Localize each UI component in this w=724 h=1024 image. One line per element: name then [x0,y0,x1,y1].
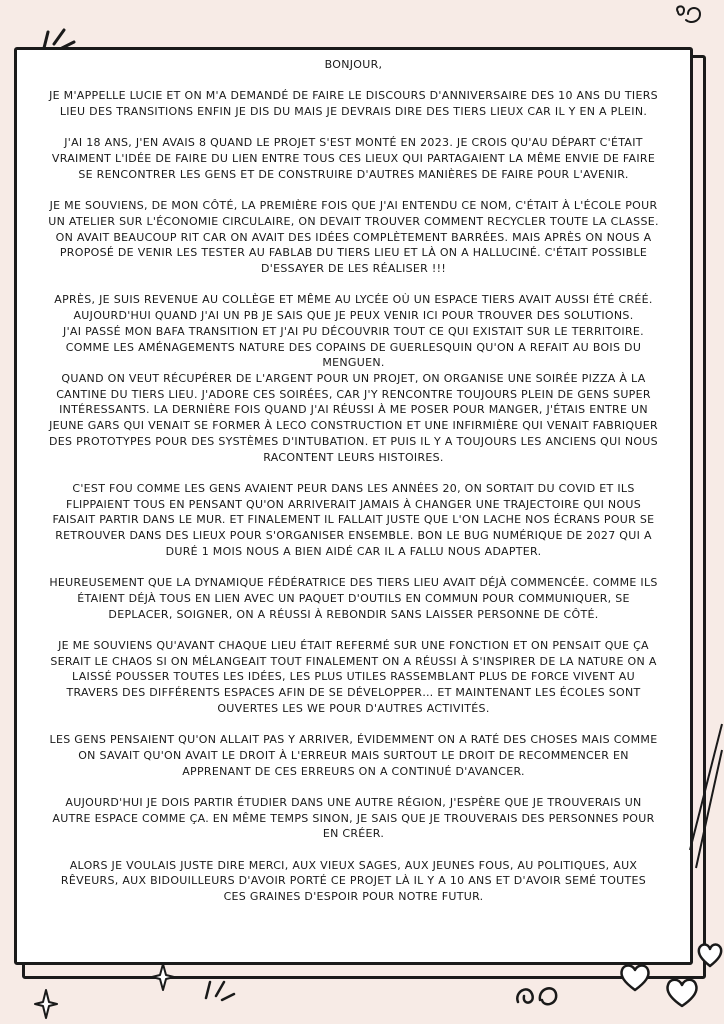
letter-body [14,57,693,921]
letter-paragraph-8: LES GENS PENSAIENT QU'ON ALLAIT PAS Y ARRIVER, ÉVIDEMMENT ON A RATÉ DES CHOSES MAIS COMME ON SAVAIT QU'ON AVAIT LE DROIT À L'ERREUR MAIS SURTOUT LE DROIT DE RECOMMENCER EN APPRENANT DE CES ERREURS ON A CONTINUÉ D'AVANCER. [49,733,658,778]
heart-icon [664,974,700,1010]
letter-paragraph-3: JE ME SOUVIENS, DE MON CÔTÉ, LA PREMIÈRE FOIS QUE J'AI ENTENDU CE NOM, C'ÉTAIT À L'ÉCOLE POUR UN ATELIER SUR L'ÉCONOMIE CIRCULAIRE, ON DEVAIT TROUVER COMMENT RECYCLER TOUTE LA CLASSE. ON AVAIT BEAUCOUP RIT CAR ON AVAIT DES IDÉES COMPLÈTEMENT BARRÉES. MAIS APRÈS ON NOUS A PROPOSÉ DE VENIR LES TESTER AU FABLAB DU TIERS LIEU ET LÀ ON A HALLUCINÉ. C'ÉTAIT POSSIBLE D'ESSAYER DE LES RÉALISER !!! [48,199,659,276]
heart-icon [618,960,652,994]
letter-paragraph-1: JE M'APPELLE LUCIE ET ON M'A DEMANDÉ DE FAIRE LE DISCOURS D'ANNIVERSAIRE DES 10 ANS DU TIERS LIEU DES TRANSITIONS ENFIN JE DIS DU MAIS JE DEVRAIS DIRE DES TIERS LIEUX CAR IL Y EN A PLEIN. [49,89,658,119]
spark-lines-icon [38,18,78,54]
letter-paragraph-6: HEUREUSEMENT QUE LA DYNAMIQUE FÉDÉRATRICE DES TIERS LIEU AVAIT DÉJÀ COMMENCÉE. COMME ILS ÉTAIENT DÉJÀ TOUS EN LIEN AVEC UN PAQUET D'OUTILS EN COMMUN POUR COMMUNIQUER, SE DEPLACER, SOIGNER, ON A RÉUSSI À REBONDIR SANS LAISSER PERSONNE DE CÔTÉ. [49,576,658,621]
letter-paragraph-2: J'AI 18 ANS, J'EN AVAIS 8 QUAND LE PROJET S'EST MONTÉ EN 2023. JE CROIS QU'AU DÉPART C'ÉTAIT VRAIMENT L'IDÉE DE FAIRE DU LIEN ENTRE TOUS CES LIEUX QUI PARTAGAIENT LA MÊME ENVIE DE FAIRE SE RENCONTRER LES GENS ET DE CONSTRUIRE D'AUTRES MANIÈRES DE FAIRE POUR L'AVENIR. [51,136,656,181]
letter-paragraph-10: ALORS JE VOULAIS JUSTE DIRE MERCI, AUX VIEUX SAGES, AUX JEUNES FOUS, AU POLITIQUES, AUX RÊVEURS, AUX BIDOUILLEURS D'AVOIR PORTÉ CE PROJET LÀ IL Y A 10 ANS ET D'AVOIR SEMÉ TOUTES CES GRAINES D'ESPOIR POUR NOTRE FUTUR. [60,858,647,904]
heart-icon [696,940,724,970]
sparkle-icon [150,962,176,992]
letter-paragraph-4: APRÈS, JE SUIS REVENUE AU COLLÈGE ET MÊME AU LYCÉE OÙ UN ESPACE TIERS AVAIT AUSSI ÉTÉ CRÉÉ. AUJOURD'HUI QUAND J'AI UN PB JE SAIS QUE JE PEUX VENIR ICI POUR TROUVER DES SOLUTIONS. J'AI PASSÉ MON BAFA TRANSITION ET J'AI PU DÉCOUVRIR TOUT CE QUI EXISTAIT SUR LE TERRITOIRE. COMME LES AMÉNAGEMENTS NATURE DES COPAINS DE GUERLESQUIN QU'ON A REFAIT AU BOIS DU MENGUEN. QUAND ON VEUT RÉCUPÉRER DE L'ARGENT POUR UN PROJET, ON ORGANISE UNE SOIRÉE PIZZA À LA CANTINE DU TIERS LIEU. J'ADORE CES SOIRÉES, CAR J'Y RENCONTRE TOUJOURS PLEIN DE GENS SUPER INTÉRESSANTS. LA DERNIÈRE FOIS QUAND J'AI RÉUSSI À ME POSER POUR MANGER, J'ÉTAIS ENTRE UN JEUNE GARS QUI VENAIT SE FORMER À LECO CONSTRUCTION ET UNE INFIRMIÈRE QUI VENAIT FABRIQUER DES PROTOTYPES POUR DES SYSTÈMES D'INTUBATION. ET PUIS IL Y A TOUJOURS LES ANCIENS QUI NOUS RACONTENT LEURS HISTOIRES. [49,293,658,464]
letter-paragraph-7: JE ME SOUVIENS QU'AVANT CHAQUE LIEU ÉTAIT REFERMÉ SUR UNE FONCTION ET ON PENSAIT QUE ÇA SERAIT LE CHAOS SI ON MÉLANGEAIT TOUT FINALEMENT ON A RÉUSSI À S'INSPIRER DE LA NATURE ON A LAISSÉ POUSSER TOUTES LES IDÉES, LES PLUS UTILES RASSEMBLANT PLUS DE FORCE VIVENT AU TRAVERS DES DIFFÉRENTS ESPACES AFIN DE SE DÉVELOPPER… ET MAINTENANT LES ÉCOLES SONT OUVERTES LES WE POUR D'AUTRES ACTIVITÉS. [50,638,657,715]
diagonal-lines-icon [686,720,724,870]
letter-paragraph-5: C'EST FOU COMME LES GENS AVAIENT PEUR DANS LES ANNÉES 20, ON SORTAIT DU COVID ET ILS FLIPPAIENT TOUS EN PENSANT QU'ON ARRIVERAIT JAMAIS À CHANGER UNE TRAJECTOIRE QUI NOUS FAISAIT PARTIR DANS LE MUR. ET FINALEMENT IL FALLAIT JUSTE QUE L'ON LACHE NOS ÉCRANS POUR SE RETROUVER DANS DES LIEUX POUR S'ORGANISER ENSEMBLE. BON LE BUG NUMÉRIQUE DE 2027 QUI A DURÉ 1 MOIS NOUS A BIEN AIDÉ CAR IL A FALLU NOUS ADAPTER. [52,481,655,558]
letter-paragraph-9: AUJOURD'HUI JE DOIS PARTIR ÉTUDIER DANS UNE AUTRE RÉGION, J'ESPÈRE QUE JE TROUVERAIS UN AUTRE ESPACE COMME ÇA. EN MÊME TEMPS SINON, JE SAIS QUE JE TROUVERAIS DES PERSONNES POUR EN CRÉER. [52,795,655,841]
spark-lines-icon [200,974,240,1004]
sparkle-icon [33,988,59,1020]
letter-greeting: BONJOUR, [324,58,383,71]
swirl-icon [512,972,562,1012]
swirl-icon [670,2,710,30]
